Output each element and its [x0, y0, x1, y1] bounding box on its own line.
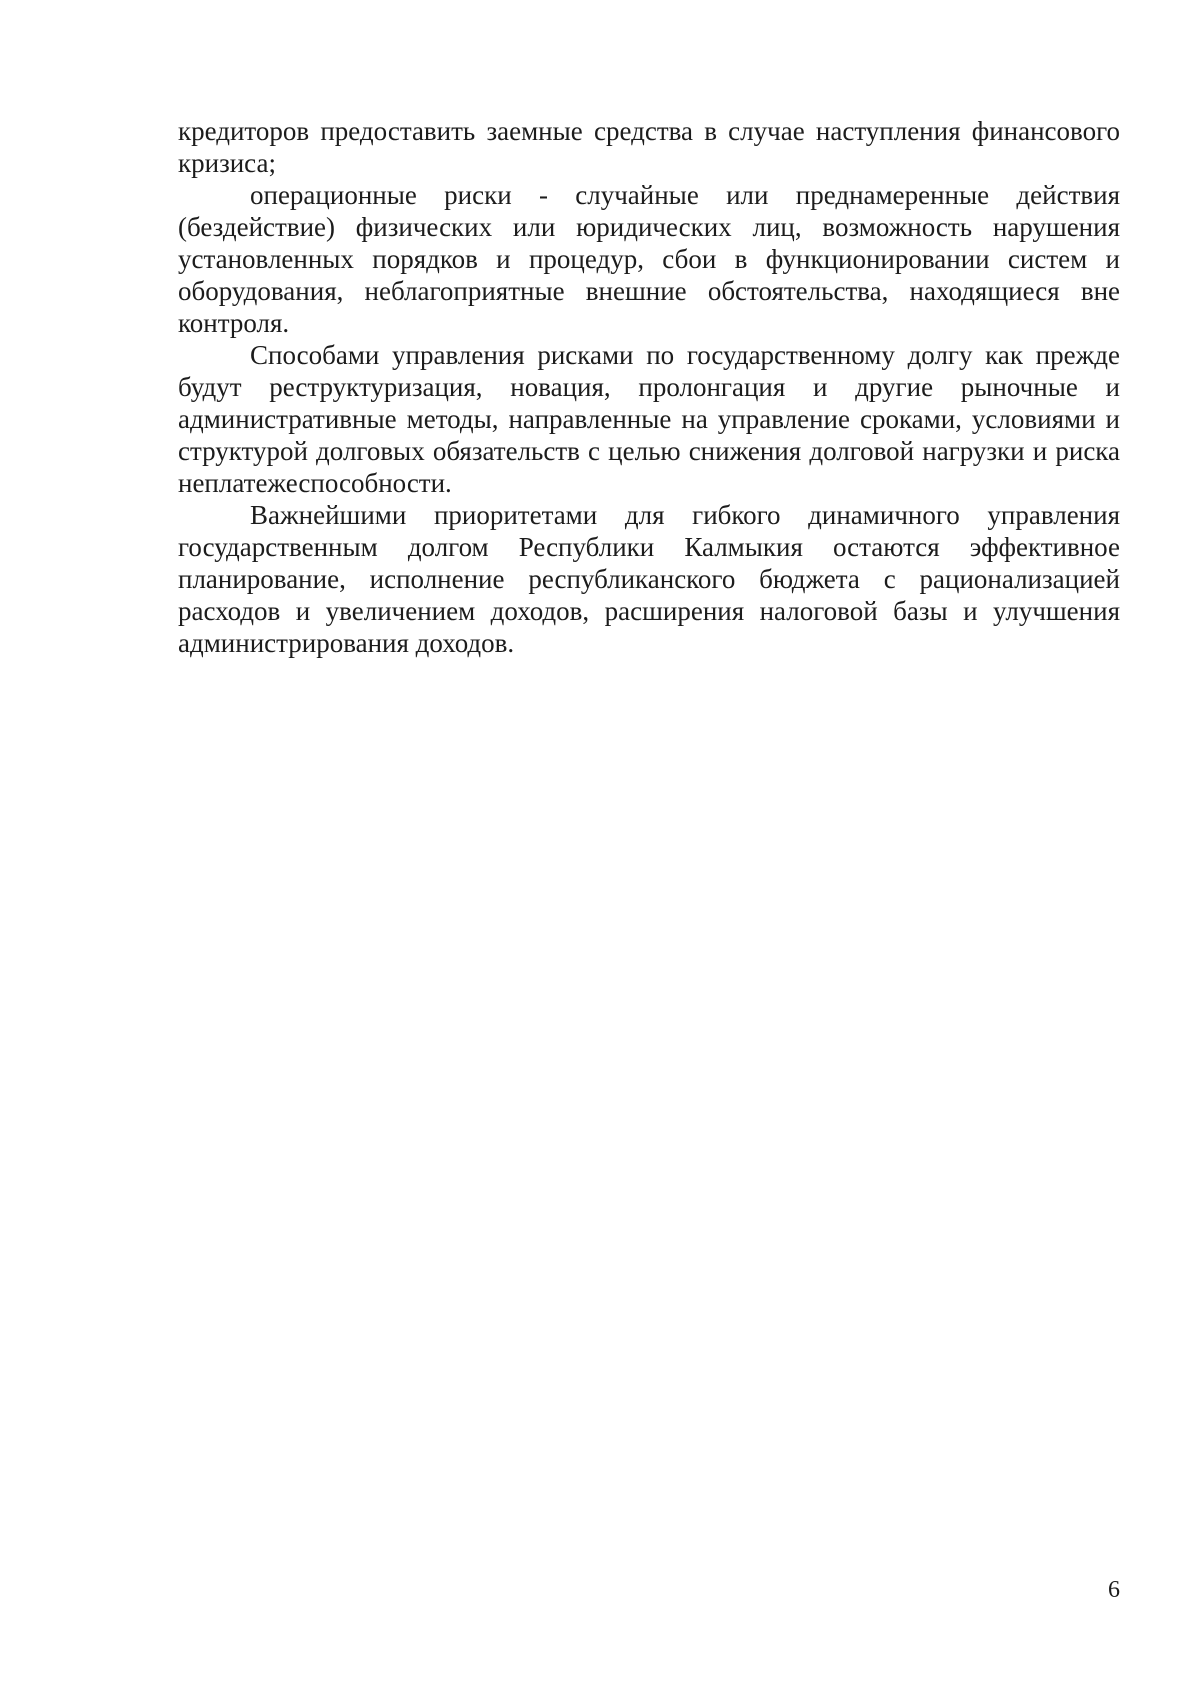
paragraph-operational-risks: операционные риски - случайные или преднамеренные действия (бездействие) физических или юридических лиц, возможность нарушения установленных порядков и процедур, сбои в функционировании систем и оборудования, неблагоприятные внешние обстоятельства, находящиеся вне контроля. [178, 180, 1120, 338]
paragraph-risk-management-methods: Способами управления рисками по государственному долгу как прежде будут реструктуризация, новация, пролонгация и другие рыночные и административные методы, направленные на управление сроками, условиями и структурой долговых обязательств с целью снижения долговой нагрузки и риска неплатежеспособности. [178, 340, 1120, 498]
document-body [178, 115, 1120, 659]
paragraph-priorities: Важнейшими приоритетами для гибкого динамичного управления государственным долгом Республики Калмыкия остаются эффективное планирование, исполнение республиканского бюджета с рационализацией расходов и увеличением доходов, расширения налоговой базы и улучшения администрирования доходов. [178, 500, 1120, 658]
paragraph-creditors-continuation: кредиторов предоставить заемные средства в случае наступления финансового кризиса; [178, 116, 1120, 178]
page-number: 6 [1108, 1577, 1120, 1603]
